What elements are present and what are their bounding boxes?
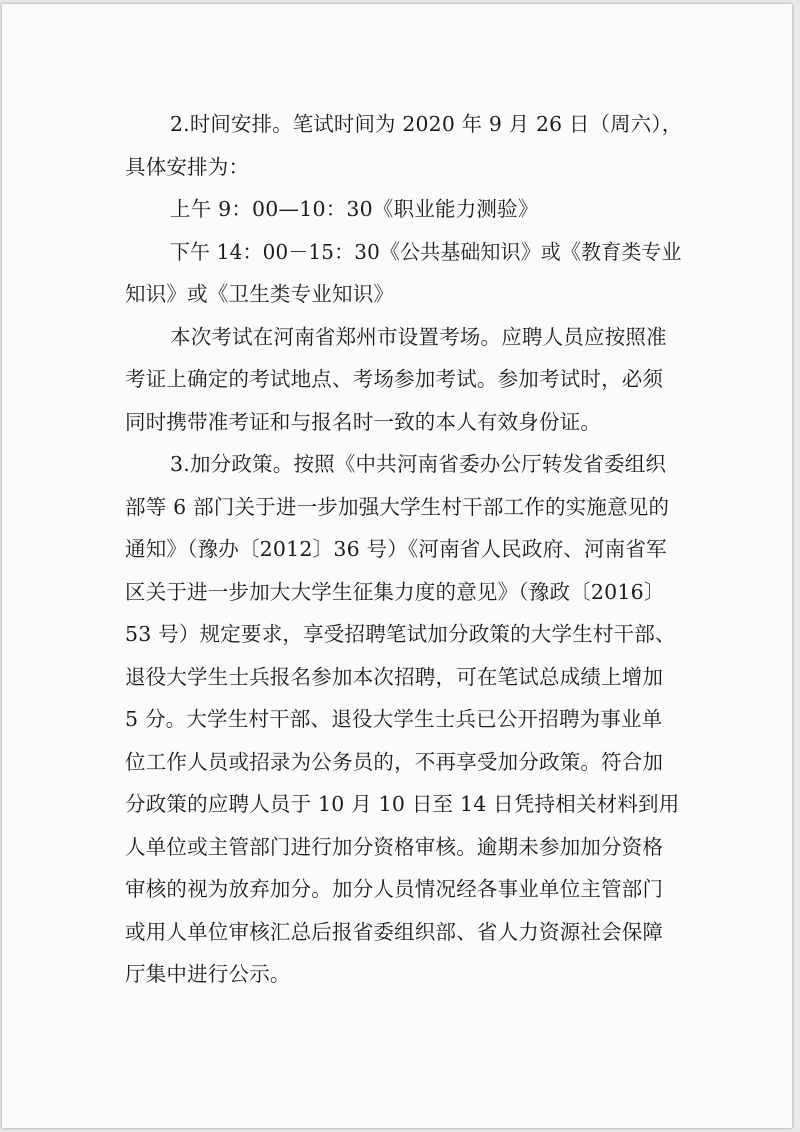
text-line-11: 通知》（豫办〔2012〕36 号）《河南省人民政府、河南省军 xyxy=(125,537,667,561)
text-line-18: 人单位或主管部门进行加分资格审核。逾期未参加加分资格 xyxy=(125,835,664,859)
text-line-14: 退役大学生士兵报名参加本次招聘，可在笔试总成绩上增加 xyxy=(125,665,664,689)
text-line-13: 53 号）规定要求，享受招聘笔试加分政策的大学生村干部、 xyxy=(125,622,676,646)
text-line-4: 下午 14：00－15：30《公共基础知识》或《教育类专业 xyxy=(170,240,682,264)
text-line-17: 分政策的应聘人员于 10 月 10 日至 14 日凭持相关材料到用 xyxy=(125,792,680,816)
text-line-20: 或用人单位审核汇总后报省委组织部、省人力资源社会保障 xyxy=(125,920,664,944)
document-page xyxy=(2,4,792,1128)
text-line-19: 审核的视为放弃加分。加分人员情况经各事业单位主管部门 xyxy=(125,877,664,901)
text-line-6: 本次考试在河南省郑州市设置考场。应聘人员应按照准 xyxy=(170,325,667,349)
text-line-1: 2.时间安排。笔试时间为 2020 年 9 月 26 日（周六）， xyxy=(170,112,683,136)
text-line-3: 上午 9：00—10：30《职业能力测验》 xyxy=(170,197,539,221)
text-line-2: 具体安排为： xyxy=(125,155,250,179)
text-line-10: 部等 6 部门关于进一步加强大学生村干部工作的实施意见的 xyxy=(125,495,670,519)
text-line-5: 知识》或《卫生类专业知识》 xyxy=(125,282,395,306)
text-line-9: 3.加分政策。按照《中共河南省委办公厅转发省委组织 xyxy=(170,452,667,476)
text-line-8: 同时携带准考证和与报名时一致的本人有效身份证。 xyxy=(125,410,602,434)
text-line-7: 考证上确定的考试地点、考场参加考试。参加考试时，必须 xyxy=(125,367,664,391)
text-line-15: 5 分。大学生村干部、退役大学生士兵已公开招聘为事业单 xyxy=(125,707,663,731)
text-line-16: 位工作人员或招录为公务员的，不再享受加分政策。符合加 xyxy=(125,750,664,774)
text-line-12: 区关于进一步加大大学生征集力度的意见》（豫政〔2016〕 xyxy=(125,580,665,604)
text-line-21: 厅集中进行公示。 xyxy=(125,962,291,986)
